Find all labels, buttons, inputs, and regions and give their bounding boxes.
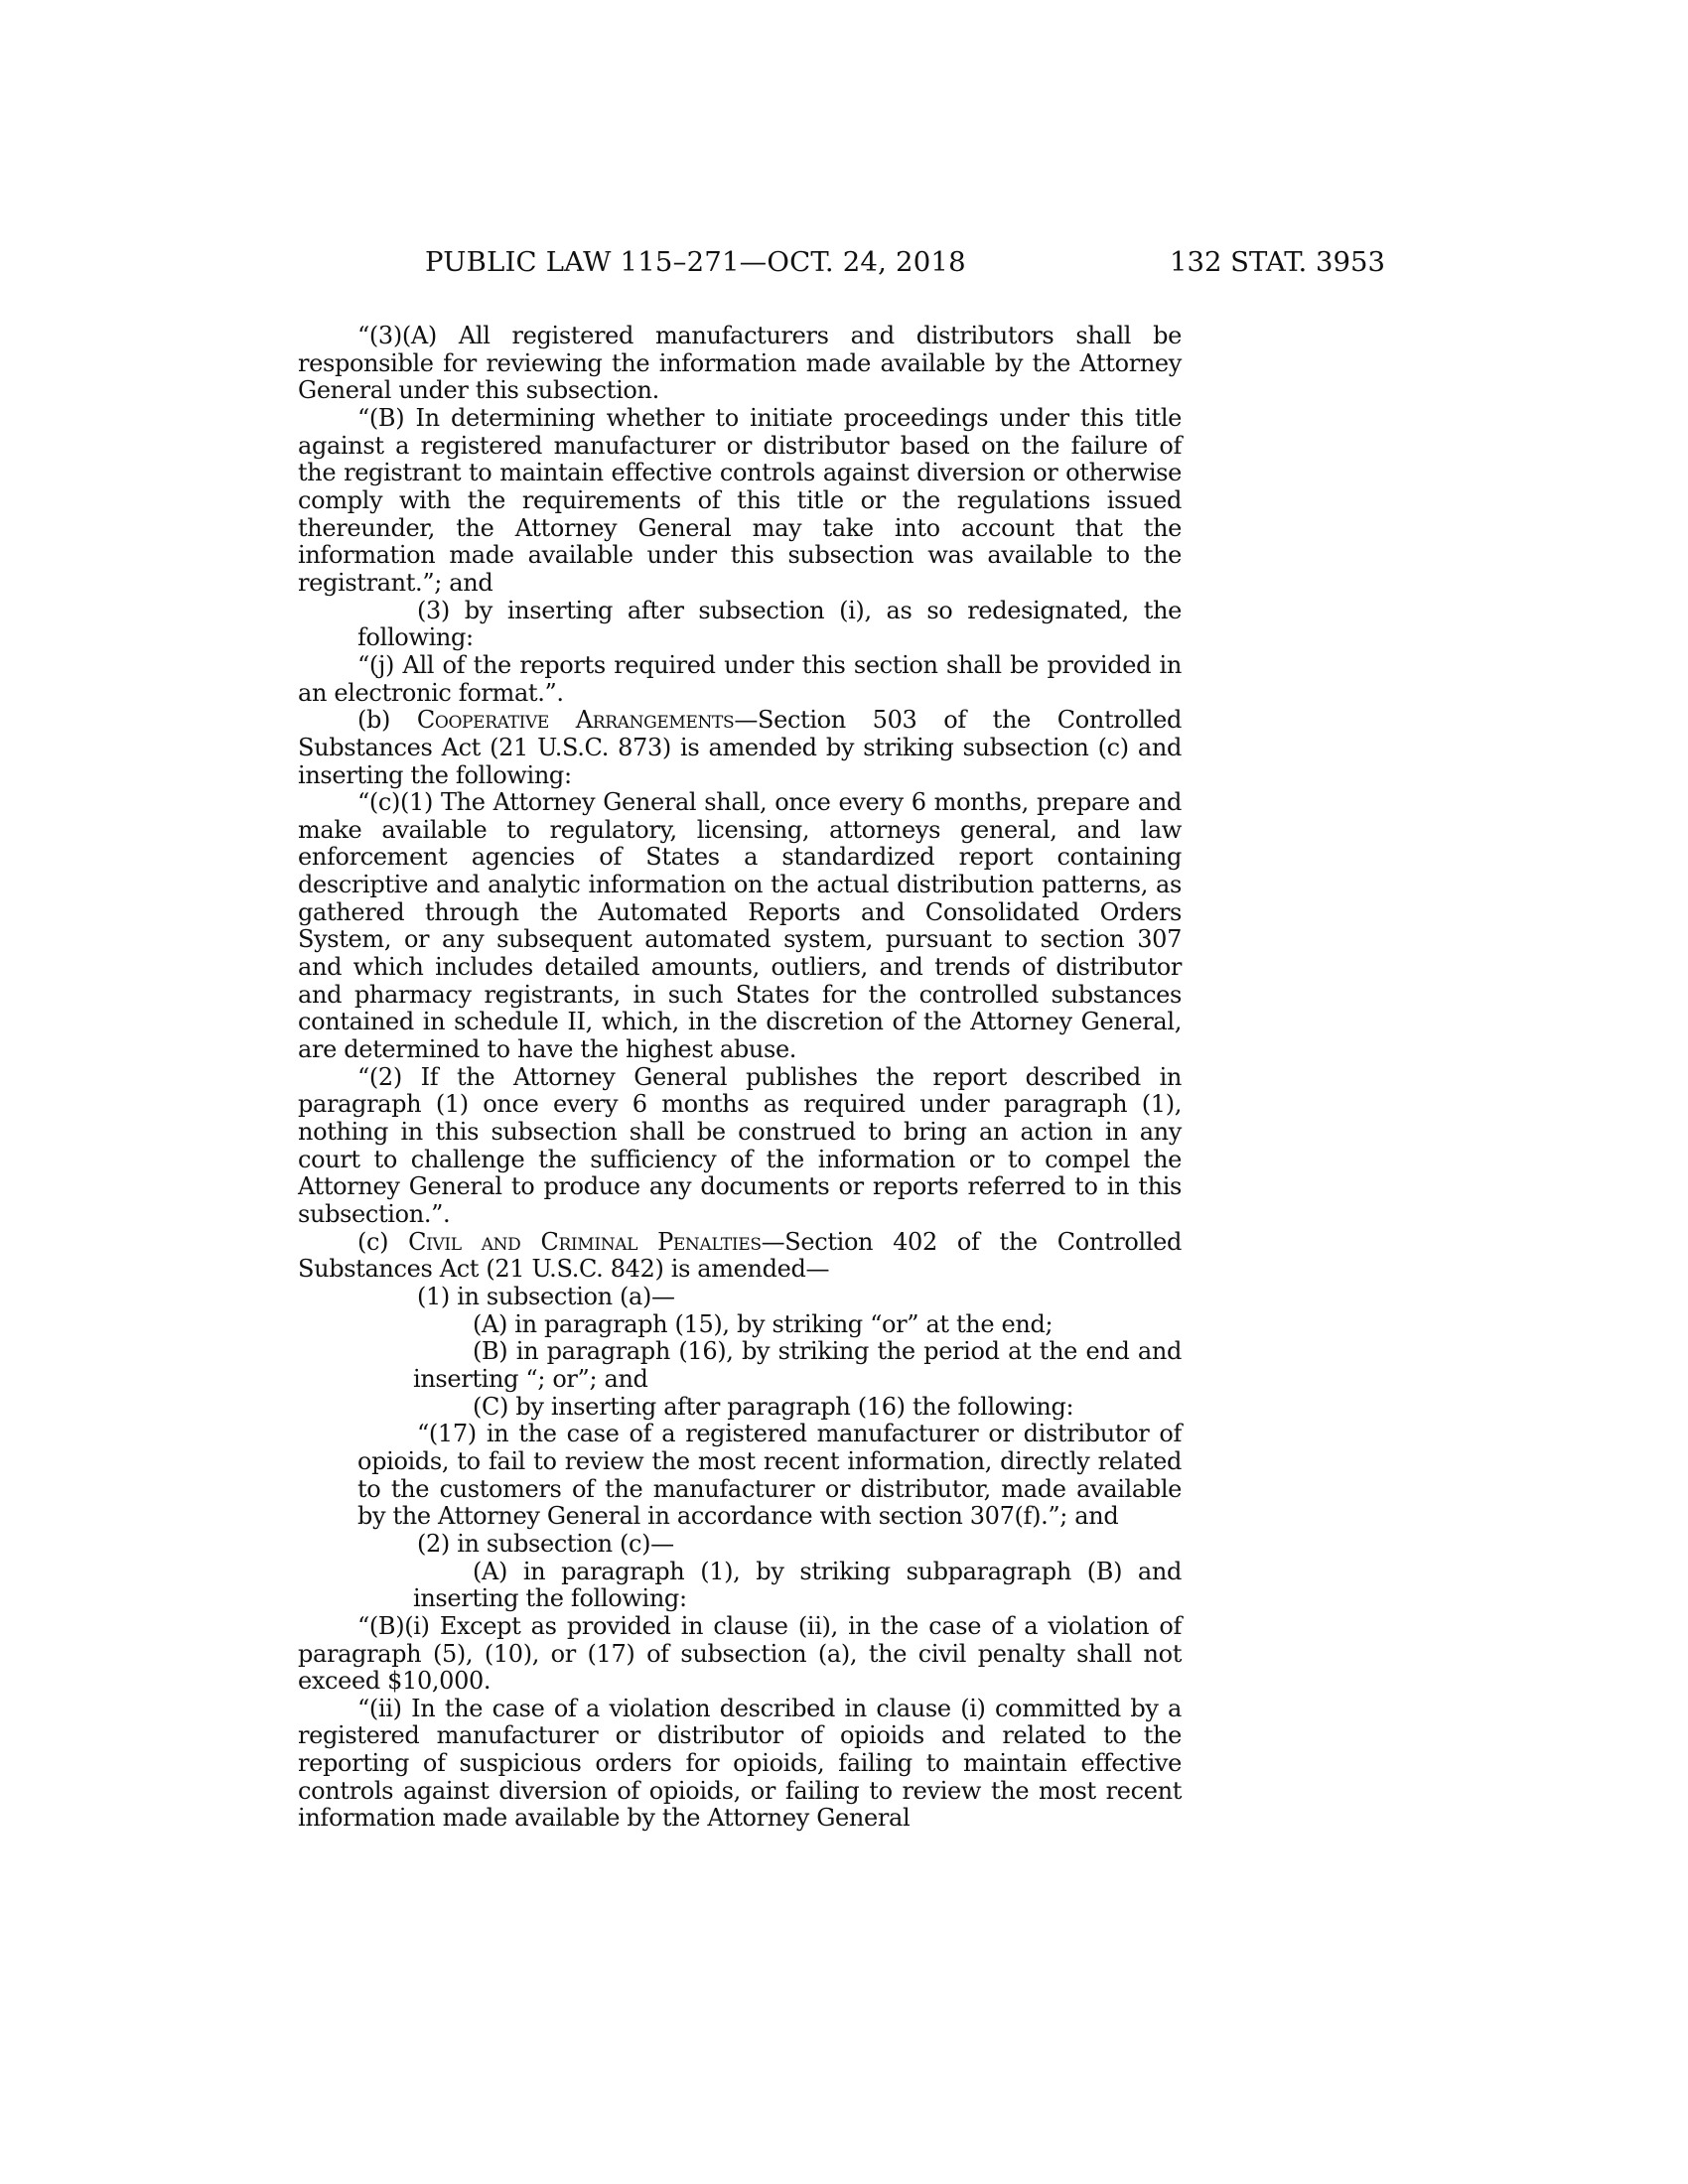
amendment-item-1C: (C) by inserting after paragraph (16) the following: [473, 1392, 1074, 1421]
subsection-b-text: —Section 503 of the Controlled Substances Act (21 U.S.C. 873) is amended by striking subsection (c) and inserting the following: [298, 706, 1182, 789]
paragraph-3B: “(B) In determining whether to initiate proceedings under this title against a registered manufacturer or distributor based on the failure of the registrant to maintain effective controls against diversion or otherwise comply with the requirements of this title or the regulations issued thereunder, the Attorney General may take into account that the information made available under this subsection was available to the registrant.”; and [298, 403, 1182, 597]
amendment-item-2: (2) in subsection (c)— [417, 1529, 674, 1558]
running-head: PUBLIC LAW 115–271—OCT. 24, 2018 [425, 246, 966, 278]
paragraph-j: “(j) All of the reports required under this section shall be provided in an electronic format.”. [298, 650, 1182, 707]
statute-citation: 132 STAT. 3953 [1169, 246, 1385, 278]
subsection-c-heading: Civil and Criminal Penalties [408, 1227, 762, 1256]
subsection-b-heading: Cooperative Arrangements [416, 706, 735, 735]
subsection-b [298, 707, 1182, 789]
paragraph-c2: “(2) If the Attorney General publishes the report described in paragraph (1) once every 6 months as required under paragraph (1), nothing in this subsection shall be construed to bring an action in any court to challenge the sufficiency of the information or to compel the Attorney General to produce any documents or reports referred to in this subsection.”. [298, 1062, 1182, 1228]
document-body [298, 323, 1182, 1833]
paragraph-Bi: “(B)(i) Except as provided in clause (ii), in the case of a violation of paragraph (5), (10), or (17) of subsection (a), the civil penalty shall not exceed $10,000. [298, 1611, 1182, 1696]
amendment-item-3: (3) by inserting after subsection (i), as so redesignated, the following: [357, 596, 1182, 652]
subsection-c-text: —Section 402 of the Controlled Substances Act (21 U.S.C. 842) is amended— [298, 1227, 1182, 1284]
amendment-item-1: (1) in subsection (a)— [417, 1282, 675, 1310]
subsection-b-label: (b) [357, 706, 391, 735]
paragraph-17: “(17) in the case of a registered manufacturer or distributor of opioids, to fail to review the most recent information, directly related to the customers of the manufacturer or distributor, made available by the Attorney General in accordance with section 307(f).”; and [357, 1420, 1182, 1531]
amendment-item-2A: (A) in paragraph (1), by striking subparagraph (B) and inserting the following: [413, 1557, 1182, 1613]
subsection-c [298, 1229, 1182, 1284]
paragraph-ii: “(ii) In the case of a violation described in clause (i) committed by a registered manufacturer or distributor of opioids and related to the reporting of suspicious orders for opioids, failing to maintain effective controls against diversion of opioids, or failing to review the most recent information made available by the Attorney General [298, 1694, 1182, 1833]
amendment-item-1A: (A) in paragraph (15), by striking “or” at the end; [473, 1309, 1054, 1338]
paragraph-3A: “(3)(A) All registered manufacturers and distributors shall be responsible for reviewing the information made available by the Attorney General under this subsection. [298, 322, 1182, 405]
subsection-c-label: (c) [357, 1227, 389, 1256]
amendment-item-1B: (B) in paragraph (16), by striking the period at the end and inserting “; or”; and [413, 1337, 1182, 1393]
page-header [298, 246, 1385, 286]
paragraph-c1: “(c)(1) The Attorney General shall, once every 6 months, prepare and make available to regulatory, licensing, attorneys general, and law enforcement agencies of States a standardized report containing descriptive and analytic information on the actual distribution patterns, as gathered through the Automated Reports and Consolidated Orders System, or any subsequent automated system, pursuant to section 307 and which includes detailed amounts, outliers, and trends of distributor and pharmacy registrants, in such States for the controlled substances contained in schedule II, which, in the discretion of the Attorney General, are determined to have the highest abuse. [298, 788, 1182, 1064]
